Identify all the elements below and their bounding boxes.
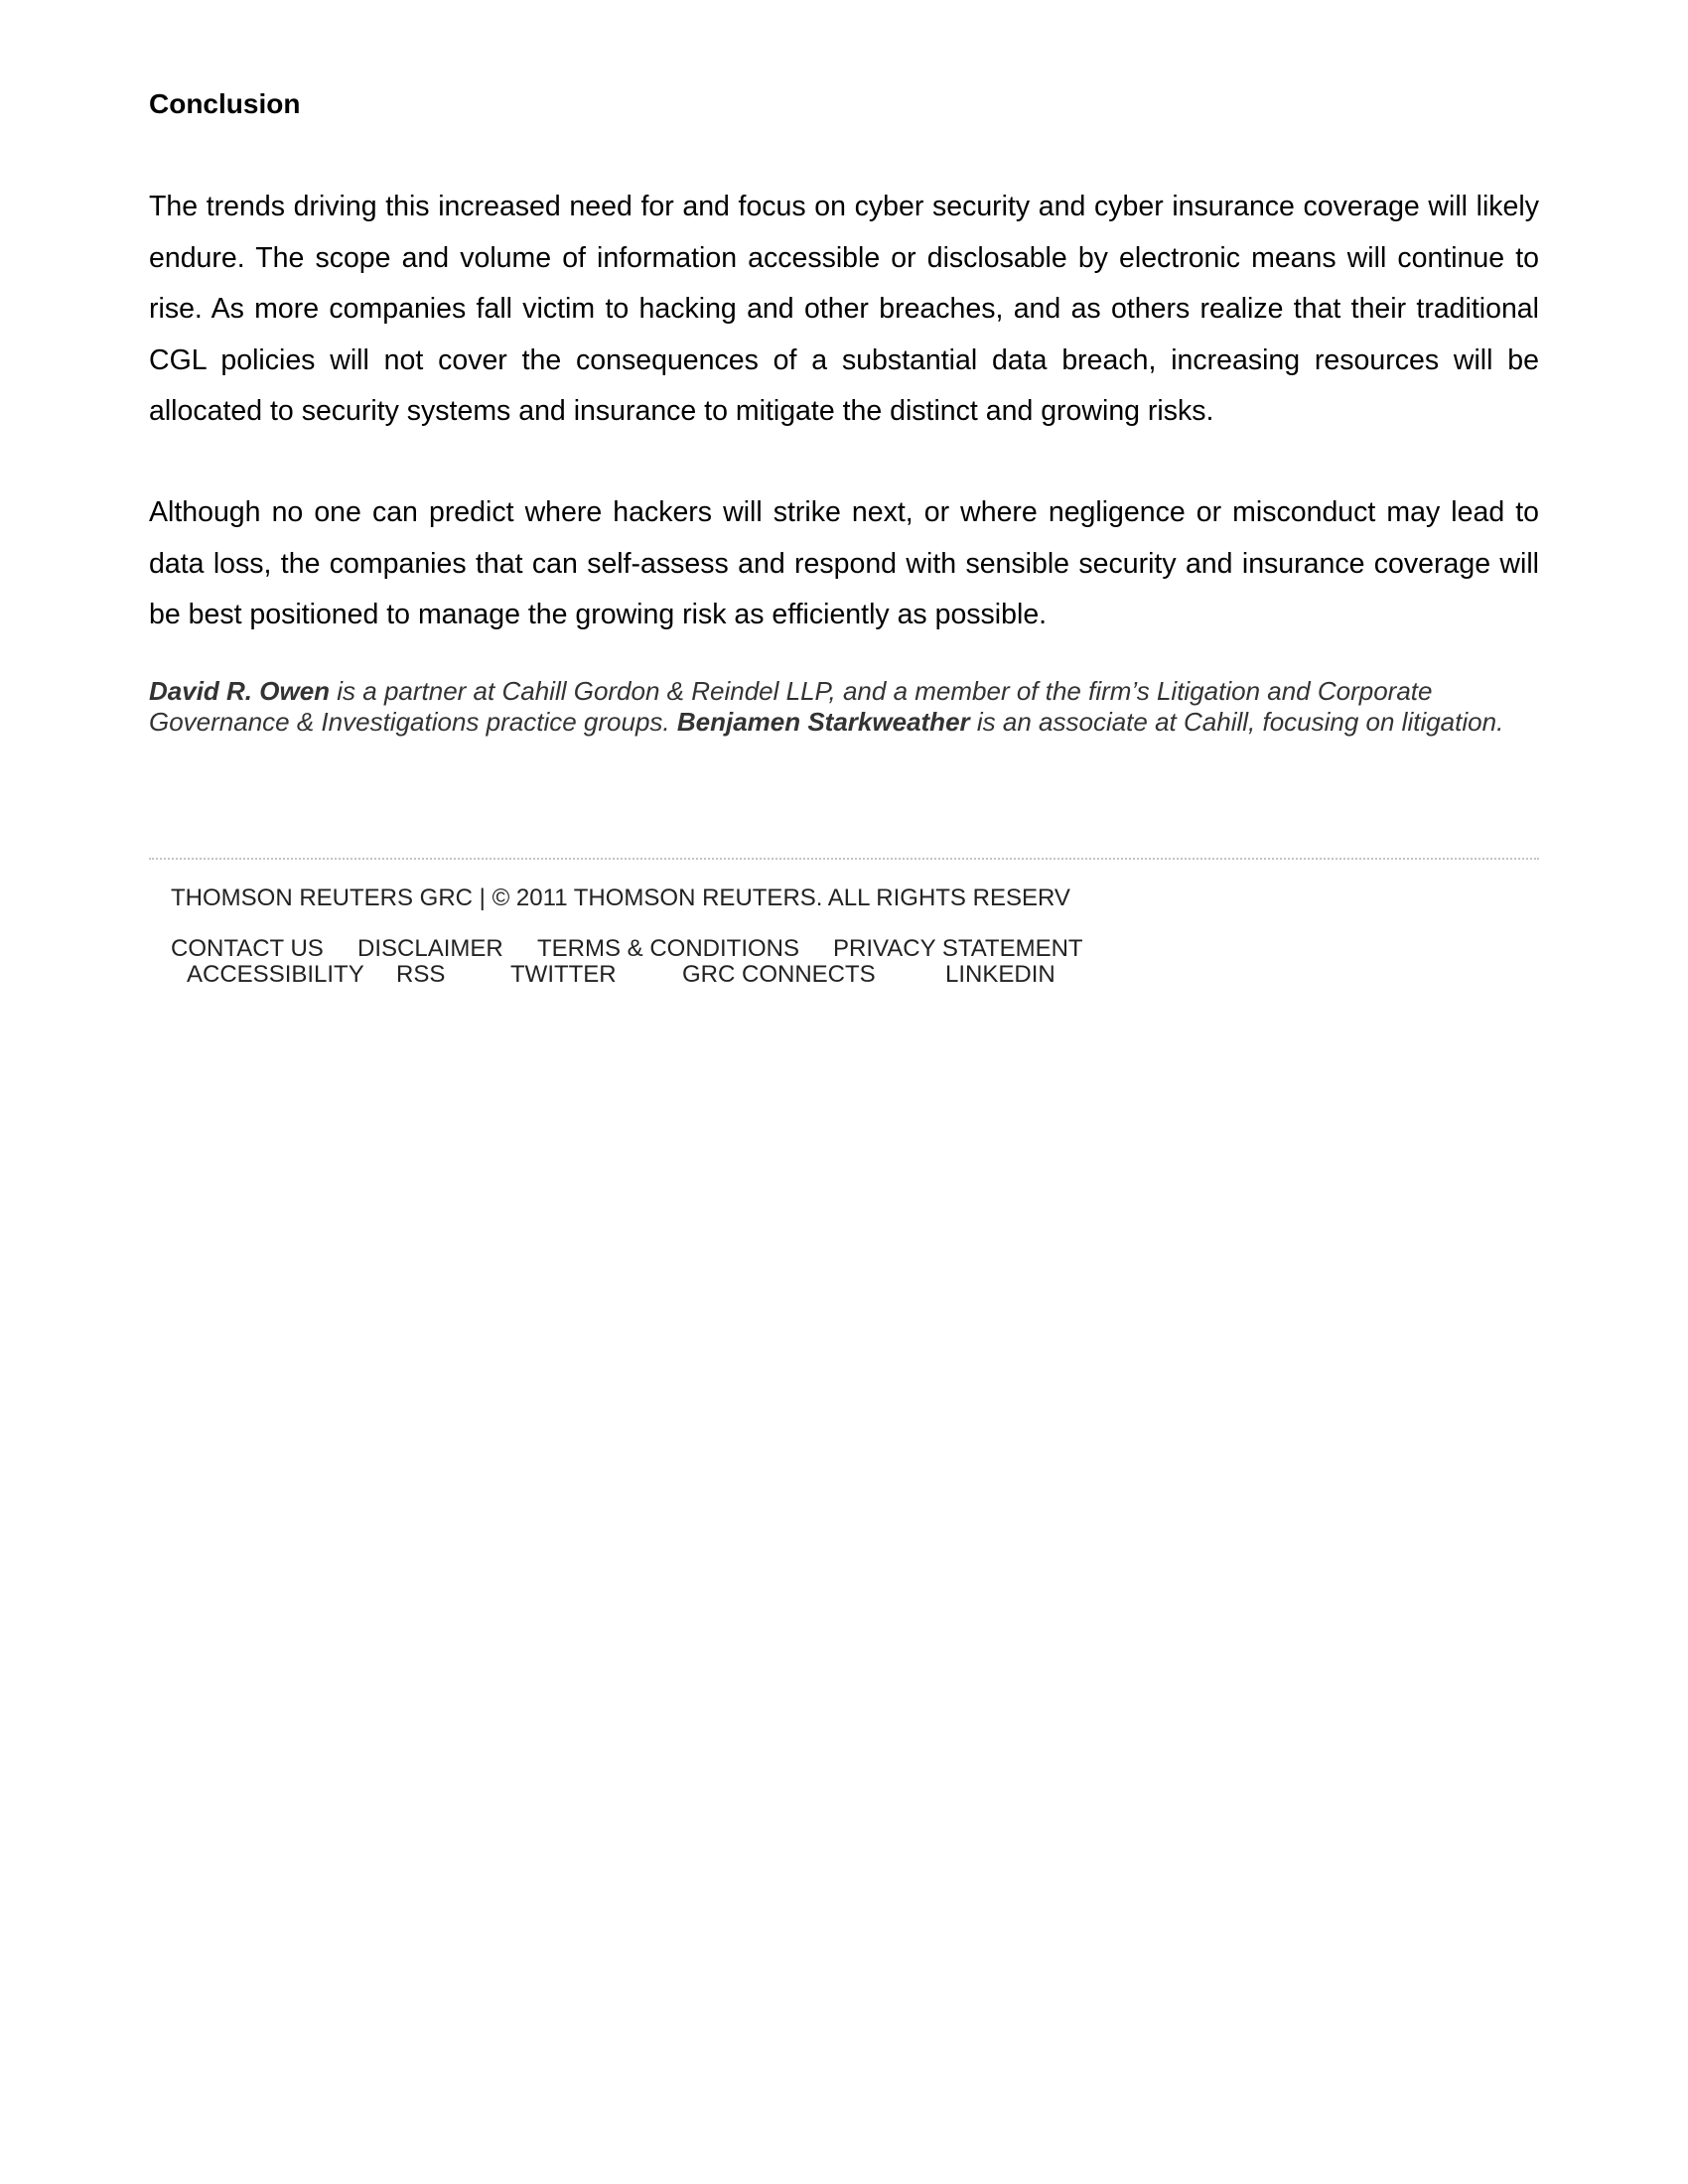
footer-links (171, 935, 1263, 995)
body-paragraph-2: Although no one can predict where hackers will strike next, or where negligence or misconduct may lead to data loss, the companies that can self-assess and respond with sensible security and insurance coverage will be best positioned to manage the growing risk as efficiently as possible. (149, 496, 1539, 630)
footer-divider (149, 858, 1539, 860)
footer-link-twitter[interactable]: TWITTER (510, 961, 617, 988)
footer-link-disclaimer[interactable]: DISCLAIMER (357, 935, 503, 962)
author-bio-starkweather-text: is an associate at Cahill, focusing on litigation. (969, 707, 1504, 737)
footer-link-rss[interactable]: RSS (396, 961, 446, 988)
footer-link-contact-us[interactable]: CONTACT US (171, 935, 324, 962)
copyright-notice: THOMSON REUTERS GRC | © 2011 THOMSON REUTERS. ALL RIGHTS RESERV (171, 885, 1070, 911)
footer-link-accessibility[interactable]: ACCESSIBILITY (187, 961, 364, 988)
site-footer (171, 884, 1263, 988)
footer-link-linkedin[interactable]: LINKEDIN (945, 961, 1055, 988)
author-name-starkweather: Benjamen Starkweather (676, 707, 970, 737)
author-bio-owen-text: is a partner at Cahill Gordon & Reindel LLP, and a member of the firm’s Litigation and Corporate Governance & Investigations practice groups. (149, 676, 1433, 737)
author-name-owen: David R. Owen (149, 676, 331, 706)
section-heading: Conclusion (149, 88, 301, 119)
footer-link-terms-conditions[interactable]: TERMS & CONDITIONS (537, 935, 800, 962)
footer-link-grc-connects[interactable]: GRC CONNECTS (682, 961, 876, 988)
author-bio (149, 676, 1539, 738)
footer-link-privacy-statement[interactable]: PRIVACY STATEMENT (833, 935, 1083, 962)
body-paragraph-1: The trends driving this increased need for and focus on cyber security and cyber insurance coverage will likely endure. The scope and volume of information accessible or disclosable by electronic means will continue to rise. As more companies fall victim to hacking and other breaches, and as others realize that their traditional CGL policies will not cover the consequences of a substantial data breach, increasing resources will be allocated to security systems and insurance to mitigate the distinct and growing risks. (149, 191, 1539, 427)
